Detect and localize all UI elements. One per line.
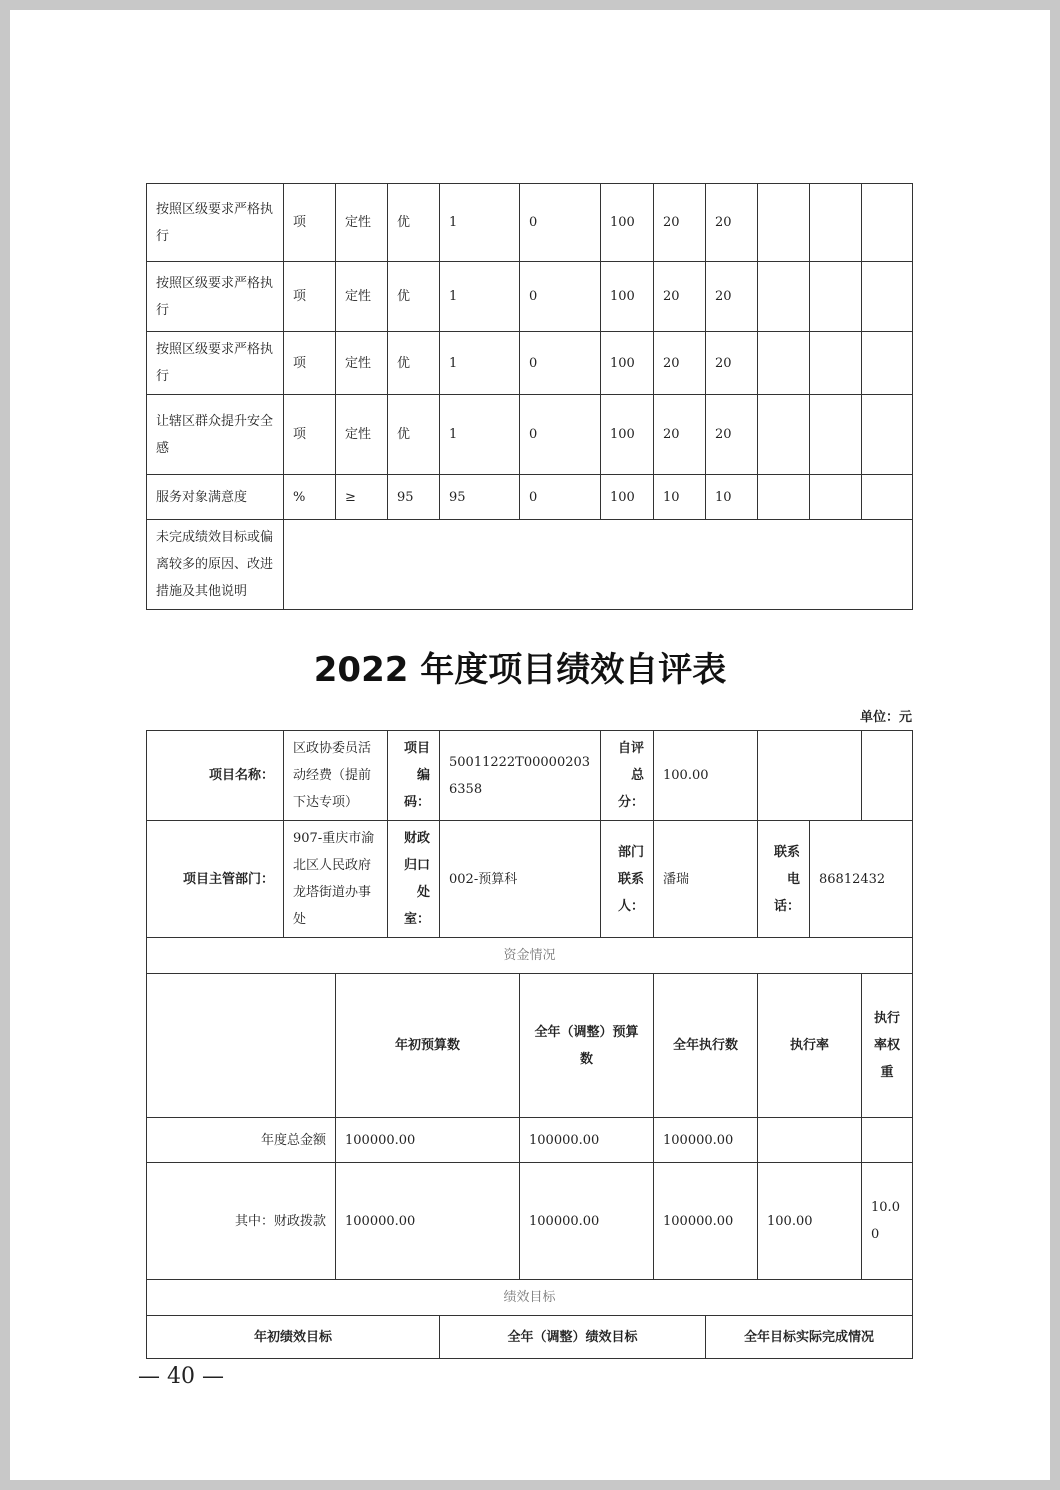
fiscal-adjusted: 100000.00 <box>520 1163 654 1280</box>
indicator-weight: 20 <box>654 395 706 475</box>
indicator-row <box>147 262 913 332</box>
indicator-property: 定性 <box>336 395 388 475</box>
indicator-weight: 20 <box>654 184 706 262</box>
fiscal-initial: 100000.00 <box>336 1163 520 1280</box>
empty-cell <box>758 332 810 395</box>
indicator-row <box>147 184 913 262</box>
indicator-name: 按照区级要求严格执行 <box>147 332 284 395</box>
indicator-score: 20 <box>706 332 758 395</box>
executed-header: 全年执行数 <box>654 974 758 1118</box>
finance-office-value: 002-预算科 <box>440 821 601 938</box>
empty-cell <box>862 475 913 520</box>
indicator-score: 20 <box>706 184 758 262</box>
exec-rate-header: 执行率 <box>758 974 862 1118</box>
indicator-target: 1 <box>440 395 520 475</box>
dept-value: 907-重庆市渝北区人民政府龙塔街道办事处 <box>284 821 388 938</box>
indicator-value: 优 <box>388 184 440 262</box>
indicator-name: 按照区级要求严格执行 <box>147 184 284 262</box>
indicator-weight: 20 <box>654 262 706 332</box>
phone-value: 86812432 <box>810 821 913 938</box>
total-rate <box>758 1118 862 1163</box>
empty-cell <box>810 475 862 520</box>
goals-section-header: 绩效目标 <box>147 1280 913 1316</box>
department-row <box>147 821 913 938</box>
indicator-deviation: 0 <box>520 332 601 395</box>
total-weight <box>862 1118 913 1163</box>
indicator-name: 按照区级要求严格执行 <box>147 262 284 332</box>
indicator-property: 定性 <box>336 262 388 332</box>
indicator-row <box>147 395 913 475</box>
indicator-weight: 10 <box>654 475 706 520</box>
contact-label: 部门联系人： <box>601 821 654 938</box>
empty-cell <box>810 262 862 332</box>
indicator-unit: 项 <box>284 395 336 475</box>
project-code: 50011222T000002036358 <box>440 731 601 821</box>
indicator-value: 95 <box>388 475 440 520</box>
fiscal-row <box>147 1163 913 1280</box>
indicator-score-rate: 100 <box>601 475 654 520</box>
project-name-row <box>147 731 913 821</box>
indicator-score-rate: 100 <box>601 184 654 262</box>
indicator-deviation: 0 <box>520 475 601 520</box>
fiscal-executed: 100000.00 <box>654 1163 758 1280</box>
remark-row <box>147 520 913 610</box>
remark-label: 未完成绩效目标或偏离较多的原因、改进措施及其他说明 <box>147 520 284 610</box>
indicator-property: 定性 <box>336 332 388 395</box>
indicator-row <box>147 332 913 395</box>
rate-weight-header: 执行率权重 <box>862 974 913 1118</box>
goals-header-row <box>147 1316 913 1359</box>
indicator-unit: % <box>284 475 336 520</box>
indicator-weight: 20 <box>654 332 706 395</box>
empty-cell <box>758 395 810 475</box>
indicator-property: ≥ <box>336 475 388 520</box>
adjusted-budget-header: 全年（调整）预算数 <box>520 974 654 1118</box>
indicator-score-rate: 100 <box>601 395 654 475</box>
indicator-value: 优 <box>388 262 440 332</box>
indicator-target: 1 <box>440 262 520 332</box>
page-title: 2022 年度项目绩效自评表 <box>313 650 727 690</box>
project-name-label: 项目名称： <box>147 731 284 821</box>
indicator-score: 20 <box>706 395 758 475</box>
contact-value: 潘瑞 <box>654 821 758 938</box>
indicator-deviation: 0 <box>520 262 601 332</box>
indicator-target: 1 <box>440 332 520 395</box>
indicator-row <box>147 475 913 520</box>
project-name: 区政协委员活动经费（提前下达专项） <box>284 731 388 821</box>
indicator-deviation: 0 <box>520 395 601 475</box>
dept-label: 项目主管部门： <box>147 821 284 938</box>
indicator-target: 95 <box>440 475 520 520</box>
empty-cell <box>862 184 913 262</box>
indicator-value: 优 <box>388 332 440 395</box>
initial-goal-header: 年初绩效目标 <box>147 1316 440 1359</box>
empty-cell <box>810 395 862 475</box>
indicator-table <box>146 183 913 610</box>
indicator-score: 10 <box>706 475 758 520</box>
project-code-label: 项目编码： <box>388 731 440 821</box>
empty-cell <box>862 262 913 332</box>
funds-header-row <box>147 974 913 1118</box>
empty-cell <box>862 731 913 821</box>
self-evaluation-table <box>146 730 913 1359</box>
indicator-score-rate: 100 <box>601 262 654 332</box>
indicator-name: 服务对象满意度 <box>147 475 284 520</box>
indicator-score: 20 <box>706 262 758 332</box>
empty-cell <box>758 731 862 821</box>
total-adjusted: 100000.00 <box>520 1118 654 1163</box>
indicator-unit: 项 <box>284 262 336 332</box>
goals-section-row <box>147 1280 913 1316</box>
unit-label: 单位：元 <box>859 710 912 725</box>
fiscal-rate: 100.00 <box>758 1163 862 1280</box>
empty-cell <box>862 395 913 475</box>
finance-office-label: 财政归口处室： <box>388 821 440 938</box>
empty-cell <box>758 262 810 332</box>
total-initial: 100000.00 <box>336 1118 520 1163</box>
fiscal-weight: 10.00 <box>862 1163 913 1280</box>
self-score: 100.00 <box>654 731 758 821</box>
fiscal-label: 其中：财政拨款 <box>147 1163 336 1280</box>
indicator-unit: 项 <box>284 184 336 262</box>
indicator-deviation: 0 <box>520 184 601 262</box>
total-executed: 100000.00 <box>654 1118 758 1163</box>
empty-cell <box>862 332 913 395</box>
indicator-property: 定性 <box>336 184 388 262</box>
empty-cell <box>810 332 862 395</box>
empty-cell <box>758 184 810 262</box>
funds-section-row <box>147 938 913 974</box>
empty-cell <box>758 475 810 520</box>
total-amount-row <box>147 1118 913 1163</box>
indicator-value: 优 <box>388 395 440 475</box>
phone-label: 联系电话： <box>758 821 810 938</box>
indicator-score-rate: 100 <box>601 332 654 395</box>
indicator-unit: 项 <box>284 332 336 395</box>
indicator-target: 1 <box>440 184 520 262</box>
empty-cell <box>810 184 862 262</box>
funds-section-header: 资金情况 <box>147 938 913 974</box>
initial-budget-header: 年初预算数 <box>336 974 520 1118</box>
remark-value <box>284 520 913 610</box>
indicator-name: 让辖区群众提升安全感 <box>147 395 284 475</box>
actual-goal-header: 全年目标实际完成情况 <box>706 1316 913 1359</box>
adjusted-goal-header: 全年（调整）绩效目标 <box>440 1316 706 1359</box>
total-label: 年度总金额 <box>147 1118 336 1163</box>
self-score-label: 自评总分： <box>601 731 654 821</box>
empty-cell <box>147 974 336 1118</box>
page-number: — 40 — <box>138 1364 224 1389</box>
